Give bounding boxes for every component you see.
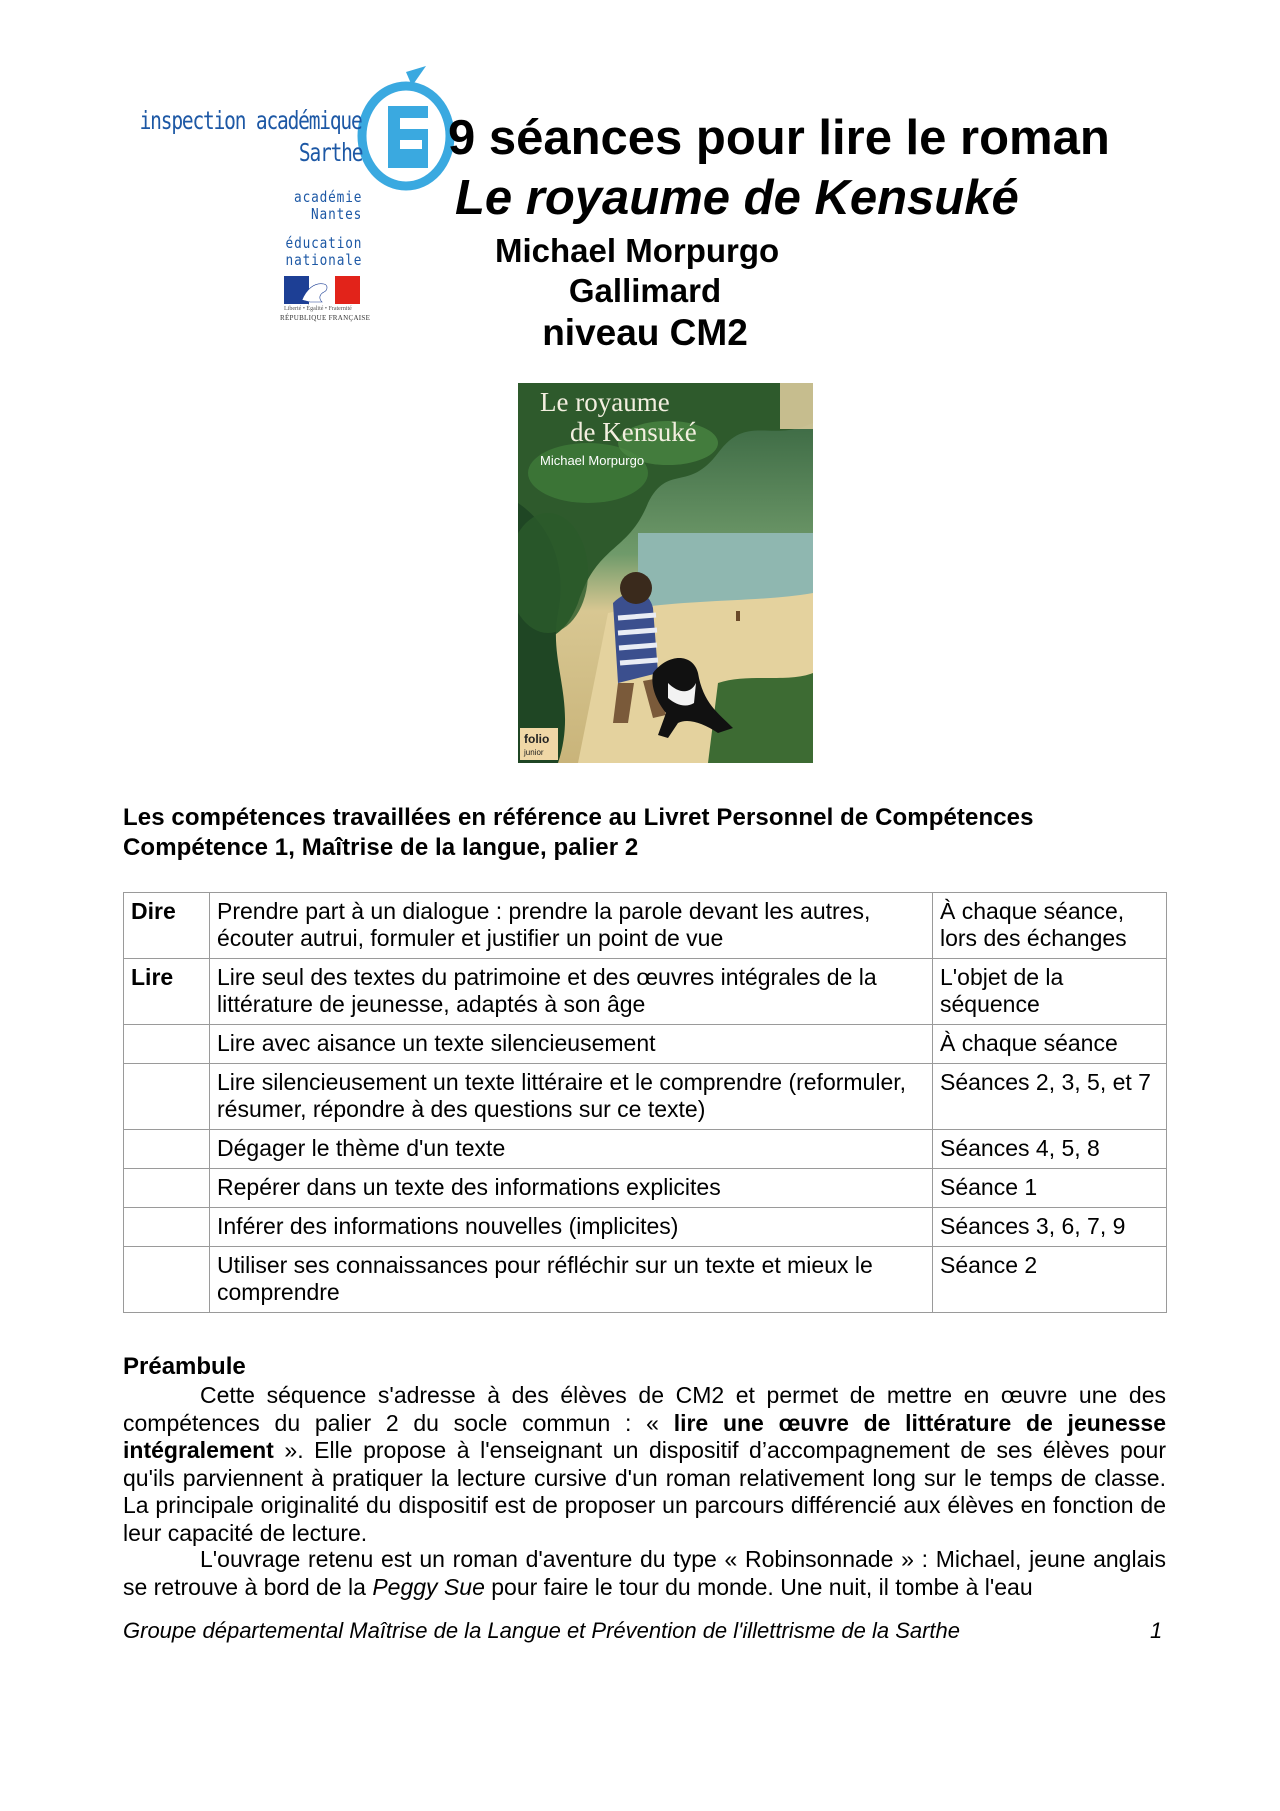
description-cell: Utiliser ses connaissances pour réfléchir sur un texte et mieux le comprendre	[210, 1247, 933, 1313]
domain-cell	[124, 1025, 210, 1064]
marianne-flag-icon	[284, 276, 360, 304]
page-footer: Groupe départemental Maîtrise de la Langue et Prévention de l'illettrisme de la Sarthe	[123, 1618, 961, 1643]
domain-cell	[124, 1064, 210, 1130]
description-cell: Prendre part à un dialogue : prendre la parole devant les autres, écouter autrui, formuler et justifier un point de vue	[210, 893, 933, 959]
description-cell: Dégager le thème d'un texte	[210, 1130, 933, 1169]
book-cover-image	[518, 383, 813, 763]
description-cell: Inférer des informations nouvelles (implicites)	[210, 1208, 933, 1247]
book-author: Michael Morpurgo	[495, 232, 780, 269]
schedule-cell: Séance 2	[933, 1247, 1167, 1313]
logo-nantes-text: Nantes	[310, 205, 362, 223]
preamble-heading: Préambule	[123, 1353, 246, 1380]
schedule-cell: Séances 4, 5, 8	[933, 1130, 1167, 1169]
description-cell: Lire seul des textes du patrimoine et des œuvres intégrales de la littérature de jeunesse, adaptés à son âge	[210, 959, 933, 1025]
cover-author: Michael Morpurgo	[540, 453, 645, 468]
schedule-cell: Séance 1	[933, 1169, 1167, 1208]
cover-title-a: Le royaume	[540, 387, 670, 417]
description-cell: Lire silencieusement un texte littéraire et le comprendre (reformuler, résumer, répondre à des questions sur ce texte)	[210, 1064, 933, 1130]
schedule-cell: Séances 3, 6, 7, 9	[933, 1208, 1167, 1247]
logo-academie-text: académie	[293, 188, 362, 206]
paragraph-emphasis: lire une œuvre de littérature de jeunesse intégralement	[123, 1409, 1166, 1463]
table-row	[124, 1247, 1167, 1313]
schedule-cell: L'objet de la séquence	[933, 959, 1167, 1025]
competences-table	[123, 892, 1167, 1313]
table-row	[124, 893, 1167, 959]
table-row	[124, 1130, 1167, 1169]
paragraph-text: Cette séquence s'adresse à des élèves de CM2 et permet de mettre en œuvre une des compétences du palier 2 du socle commun : «	[123, 1382, 1166, 1436]
competences-subheading: Compétence 1, Maîtrise de la langue, palier 2	[123, 834, 639, 861]
page-number: 1	[1150, 1618, 1163, 1643]
preamble-paragraph-2	[123, 1546, 1166, 1601]
domain-cell: Lire	[124, 959, 210, 1025]
logo-motto: Liberté • Égalité • Fraternité	[284, 306, 352, 312]
description-cell: Repérer dans un texte des informations explicites	[210, 1169, 933, 1208]
ship-name: Peggy Sue	[372, 1573, 485, 1600]
schedule-cell: À chaque séance	[933, 1025, 1167, 1064]
domain-cell	[124, 1130, 210, 1169]
table-row	[124, 1064, 1167, 1130]
competences-heading: Les compétences travaillées en référence au Livret Personnel de Compétences	[123, 804, 1034, 831]
logo-inspection-text: inspection académique	[140, 106, 362, 135]
logo-sarthe-text: Sarthe	[298, 138, 362, 167]
e-education-logo-icon	[348, 64, 458, 194]
schedule-cell: À chaque séance, lors des échanges	[933, 893, 1167, 959]
paragraph-text: L'ouvrage retenu est un roman d'aventure du type « Robinsonnade » : Michael, jeune anglais se retrouve à bord de la	[123, 1546, 1166, 1600]
table-row	[124, 1208, 1167, 1247]
class-level: niveau CM2	[542, 312, 748, 353]
logo-nationale-text: nationale	[285, 251, 362, 269]
logo-republique-text: RÉPUBLIQUE FRANÇAISE	[280, 314, 371, 322]
document-title: 9 séances pour lire le roman	[448, 111, 1110, 165]
table-row	[124, 1169, 1167, 1208]
logo-education-text: éducation	[285, 234, 362, 252]
cover-title-b: de Kensuké	[570, 417, 697, 447]
table-row	[124, 1025, 1167, 1064]
paragraph-text: ». Elle propose à l'enseignant un dispositif d’accompagnement de ses élèves pour qu'ils parviennent à pratiquer la lecture cursive d'un roman relativement long sur le temps de classe. La principale originalité du dispositif est de proposer un parcours différencié aux élèves en fonction de leur capacité de lecture.	[123, 1437, 1166, 1546]
domain-cell	[124, 1247, 210, 1313]
description-cell: Lire avec aisance un texte silencieusement	[210, 1025, 933, 1064]
book-title: Le royaume de Kensuké	[455, 171, 1019, 225]
academy-logo	[120, 64, 450, 334]
domain-cell	[124, 1169, 210, 1208]
cover-series-b: junior	[524, 748, 544, 757]
book-publisher: Gallimard	[568, 272, 722, 309]
paragraph-text: pour faire le tour du monde. Une nuit, il tombe à l'eau	[484, 1573, 1033, 1600]
cover-series-a: folio	[524, 732, 550, 746]
schedule-cell: Séances 2, 3, 5, et 7	[933, 1064, 1167, 1130]
table-row	[124, 959, 1167, 1025]
preamble-paragraph-1	[123, 1382, 1166, 1547]
domain-cell: Dire	[124, 893, 210, 959]
domain-cell	[124, 1208, 210, 1247]
